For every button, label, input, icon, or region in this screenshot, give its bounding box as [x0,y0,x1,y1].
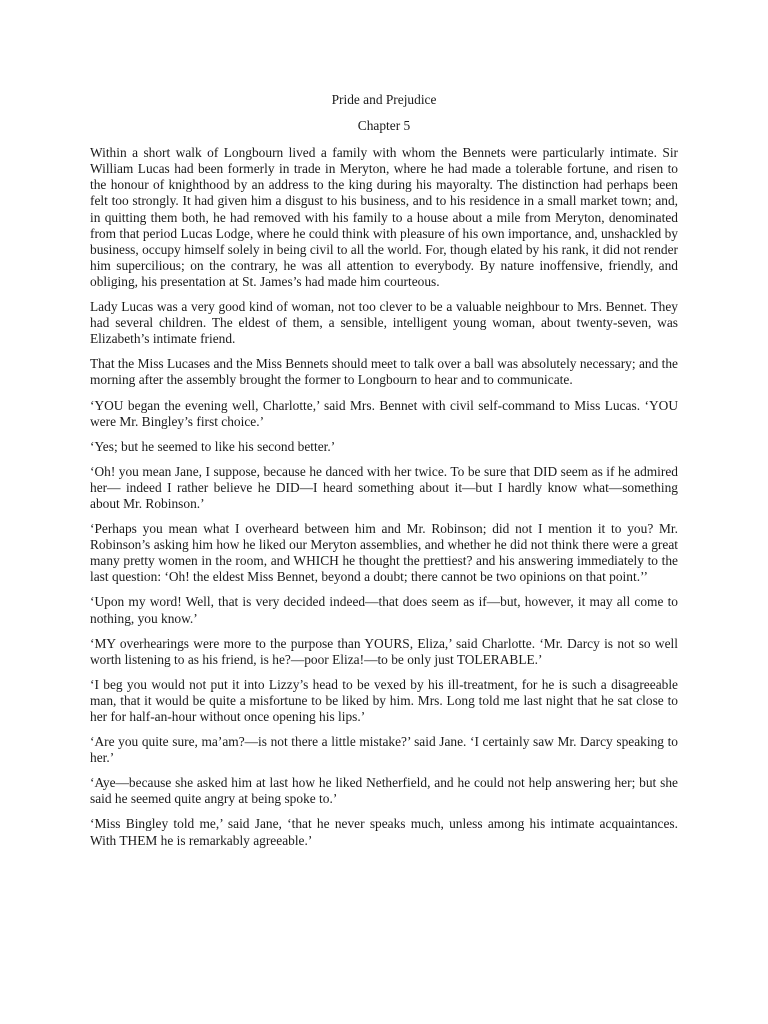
paragraph: ‘Miss Bingley told me,’ said Jane, ‘that he never speaks much, unless among his intimate acquaintances. With THEM he is remarkably agreeable.’ [90,816,678,848]
paragraph: ‘MY overhearings were more to the purpose than YOURS, Eliza,’ said Charlotte. ‘Mr. Darcy is not so well worth listening to as his friend, is he?—poor Eliza!—to be only just TOLERABLE.’ [90,635,678,667]
chapter-heading: Chapter 5 [357,118,411,134]
paragraph: ‘YOU began the evening well, Charlotte,’ said Mrs. Bennet with civil self-command to Miss Lucas. ‘YOU were Mr. Bingley’s first choice.’ [90,397,678,429]
paragraph: ‘Oh! you mean Jane, I suppose, because he danced with her twice. To be sure that DID seem as if he admired her— indeed I rather believe he DID—I heard something about it—but I hardly know what—something about Mr. Robinson.’ [90,463,678,511]
book-title: Pride and Prejudice [331,92,437,107]
paragraph: Within a short walk of Longbourn lived a family with whom the Bennets were particularly intimate. Sir William Lucas had been formerly in trade in Meryton, where he had made a tolerable fortune, and risen to the honour of knighthood by an address to the king during his mayoralty. The distinction had perhaps been felt too strongly. It had given him a disgust to his business, and to his residence in a small market town; and, in quitting them both, he had removed with his family to a house about a mile from Meryton, denominated from that period Lucas Lodge, where he could think with pleasure of his own importance, and, unshackled by business, occupy himself solely in being civil to all the world. For, though elated by his rank, it did not render him supercilious; on the contrary, he was all attention to everybody. By nature inoffensive, friendly, and obliging, his presentation at St. James’s had made him courteous. [90,145,678,289]
paragraph: ‘Perhaps you mean what I overheard between him and Mr. Robinson; did not I mention it to you? Mr. Robinson’s asking him how he liked our Meryton assemblies, and whether he did not think there were a great many pretty women in the room, and WHICH he thought the prettiest? and his answering immediately to the last question: ‘Oh! the eldest Miss Bennet, beyond a doubt; there cannot be two opinions on that point.’’ [90,521,678,585]
paragraph: ‘Aye—because she asked him at last how he liked Netherfield, and he could not help answering her; but she said he seemed quite angry at being spoke to.’ [90,775,678,807]
paragraph: That the Miss Lucases and the Miss Bennets should meet to talk over a ball was absolutely necessary; and the morning after the assembly brought the former to Longbourn to hear and to communicate. [90,356,678,388]
paragraph: ‘I beg you would not put it into Lizzy’s head to be vexed by his ill-treatment, for he is such a disagreeable man, that it would be quite a misfortune to be liked by him. Mrs. Long told me last night that he sat close to her for half-an-hour without once opening his lips.’ [90,676,678,724]
paragraph: Lady Lucas was a very good kind of woman, not too clever to be a valuable neighbour to Mrs. Bennet. They had several children. The eldest of them, a sensible, intelligent young woman, about twenty-seven, was Elizabeth’s intimate friend. [90,299,678,347]
paragraph: ‘Yes; but he seemed to like his second better.’ [90,438,336,454]
paragraph: ‘Upon my word! Well, that is very decided indeed—that does seem as if—but, however, it may all come to nothing, you know.’ [90,594,678,626]
document-page [90,92,678,858]
paragraph: ‘Are you quite sure, ma’am?—is not there a little mistake?’ said Jane. ‘I certainly saw Mr. Darcy speaking to her.’ [90,734,678,766]
